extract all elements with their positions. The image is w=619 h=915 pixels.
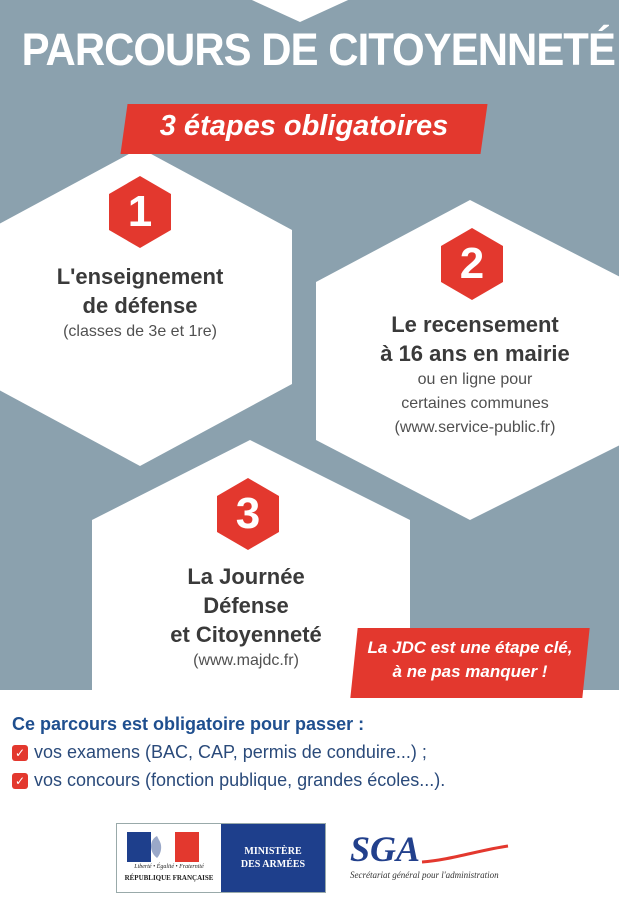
requirement-item-2 — [12, 770, 445, 791]
top-hexagon — [230, 0, 370, 22]
step-2-note-line2: certaines communes — [401, 395, 549, 412]
marianne-flag-icon — [127, 832, 199, 862]
sga-name: SGA — [350, 829, 421, 869]
step-1-title-line2: de défense — [82, 293, 198, 318]
ministry-logo — [116, 823, 326, 893]
step-2-title-line1: Le recensement — [391, 312, 559, 337]
callout-line1: La JDC est une étape clé, — [367, 638, 573, 657]
step-3-text — [116, 562, 376, 673]
requirement-item-1 — [12, 742, 427, 763]
ministry-name — [221, 824, 325, 892]
requirement-item-1-text: vos examens (BAC, CAP, permis de conduire...) ; — [34, 742, 427, 762]
step-3-title-line1: La Journée — [187, 564, 305, 589]
step-1-note: (classes de 3e et 1re) — [63, 323, 217, 340]
step-1-badge — [104, 176, 176, 248]
step-2-note-line1: ou en ligne pour — [417, 371, 533, 388]
step-1-title-line1: L'enseignement — [56, 264, 224, 289]
ministry-line2: DES ARMÉES — [240, 859, 306, 870]
sga-logo — [350, 828, 510, 888]
step-3-note: (www.majdc.fr) — [193, 652, 299, 669]
ministry-line1: MINISTÈRE — [244, 846, 302, 857]
step-2-text — [340, 310, 610, 440]
step-2-badge — [436, 228, 508, 300]
step-2-note-line3: (www.service-public.fr) — [394, 419, 556, 436]
sga-swoosh-icon — [420, 842, 510, 866]
step-3-title-line2: Défense — [203, 593, 289, 618]
step-3-number: 3 — [235, 489, 261, 538]
rf-motto: Liberté • Égalité • Fraternité — [134, 864, 204, 870]
subtitle-text: 3 étapes obligatoires — [159, 110, 449, 142]
callout-text — [354, 636, 586, 684]
checkbox-icon: ✓ — [12, 773, 28, 789]
step-1-text — [10, 262, 270, 344]
requirements-intro: Ce parcours est obligatoire pour passer : — [12, 714, 365, 734]
rf-name: RÉPUBLIQUE FRANÇAISE — [124, 874, 214, 882]
step-3-badge — [212, 478, 284, 550]
callout-line2: à ne pas manquer ! — [392, 662, 548, 681]
step-2-title-line2: à 16 ans en mairie — [380, 341, 570, 366]
page-title: PARCOURS DE CITOYENNETÉ — [21, 24, 615, 75]
step-1-number: 1 — [127, 187, 153, 236]
sga-subtitle: Secrétariat général pour l'administration — [350, 870, 499, 880]
checkbox-icon: ✓ — [12, 745, 28, 761]
requirement-item-2-text: vos concours (fonction publique, grandes écoles...). — [34, 770, 446, 790]
step-2-number: 2 — [459, 239, 485, 288]
step-3-title-line3: et Citoyenneté — [170, 622, 322, 647]
